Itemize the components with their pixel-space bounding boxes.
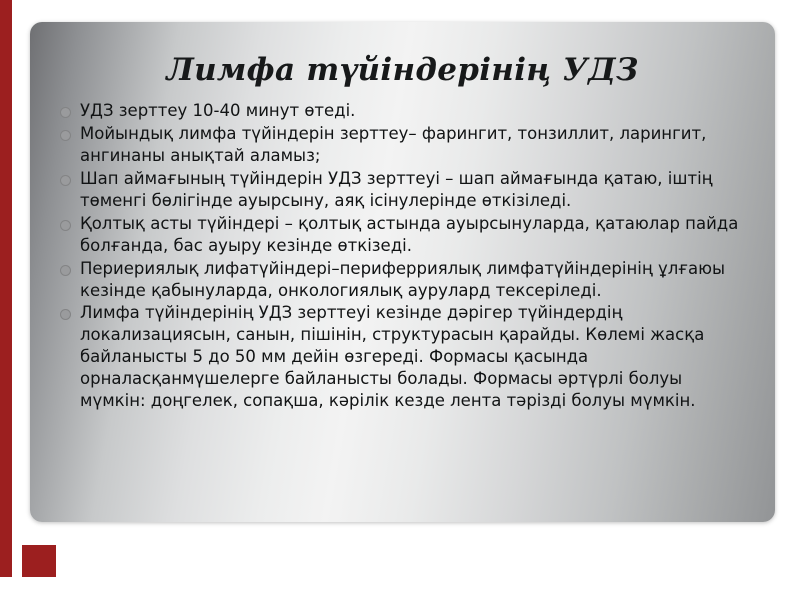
list-item: [60, 213, 750, 257]
bottom-left-accent-square: [22, 545, 56, 579]
list-item: [60, 168, 750, 212]
bottom-white-bar: [0, 577, 800, 600]
list-item: [60, 100, 750, 122]
list-item-text: Қолтық асты түйіндері – қолтық астында ауырсынуларда, қатаюлар пайда болғанда, бас ауыру кезінде өткізеді.: [80, 213, 739, 255]
list-item-text: Мойындық лимфа түйіндерін зерттеу– фарингит, тонзиллит, ларингит, ангинаны анықтай аламыз;: [80, 123, 707, 165]
list-item: [60, 258, 750, 302]
content-panel-inner: [30, 22, 775, 522]
list-item-text: Шап аймағының түйіндерін УДЗ зерттеуі – шап аймағында қатаю, іштің төменгі бөлігінде ауырсыну, аяқ ісінулерінде өткізіледі.: [80, 168, 713, 210]
list-item-text: Периериялық лифатүйіндері–периферриялық лимфатүйіндерінің ұлғаюы кезінде қабынуларда, онкологиялық аурулард тексеріледі.: [80, 258, 726, 300]
left-accent-bar: [0, 0, 12, 600]
list-item: [60, 302, 750, 412]
bullet-list: [60, 100, 750, 413]
list-item-text: УДЗ зерттеу 10-40 минут өтеді.: [80, 101, 356, 120]
list-item: [60, 123, 750, 167]
bullet-dot-icon: [60, 175, 71, 186]
bullet-dot-icon: [60, 107, 71, 118]
bullet-dot-icon: [60, 130, 71, 141]
bullet-dot-icon: [60, 309, 71, 320]
content-panel: [30, 22, 775, 522]
page-title: Лимфа түйіндерінің УДЗ: [166, 52, 639, 88]
bullet-dot-icon: [60, 265, 71, 276]
list-item-text: Лимфа түйіндерінің УДЗ зерттеуі кезінде дәрігер түйіндердің локализациясын, санын, пішінін, структурасын қарайды. Көлемі жасқа байланысты 5 до 50 мм дейін өзгереді. Формасы қасында орналасқанмүшелерге байланысты болады. Формасы әртүрлі болуы мүмкін: доңгелек, сопақша, кәрілік кезде лента тәрізді болуы мүмкін.: [80, 303, 705, 411]
bullet-dot-icon: [60, 220, 71, 231]
